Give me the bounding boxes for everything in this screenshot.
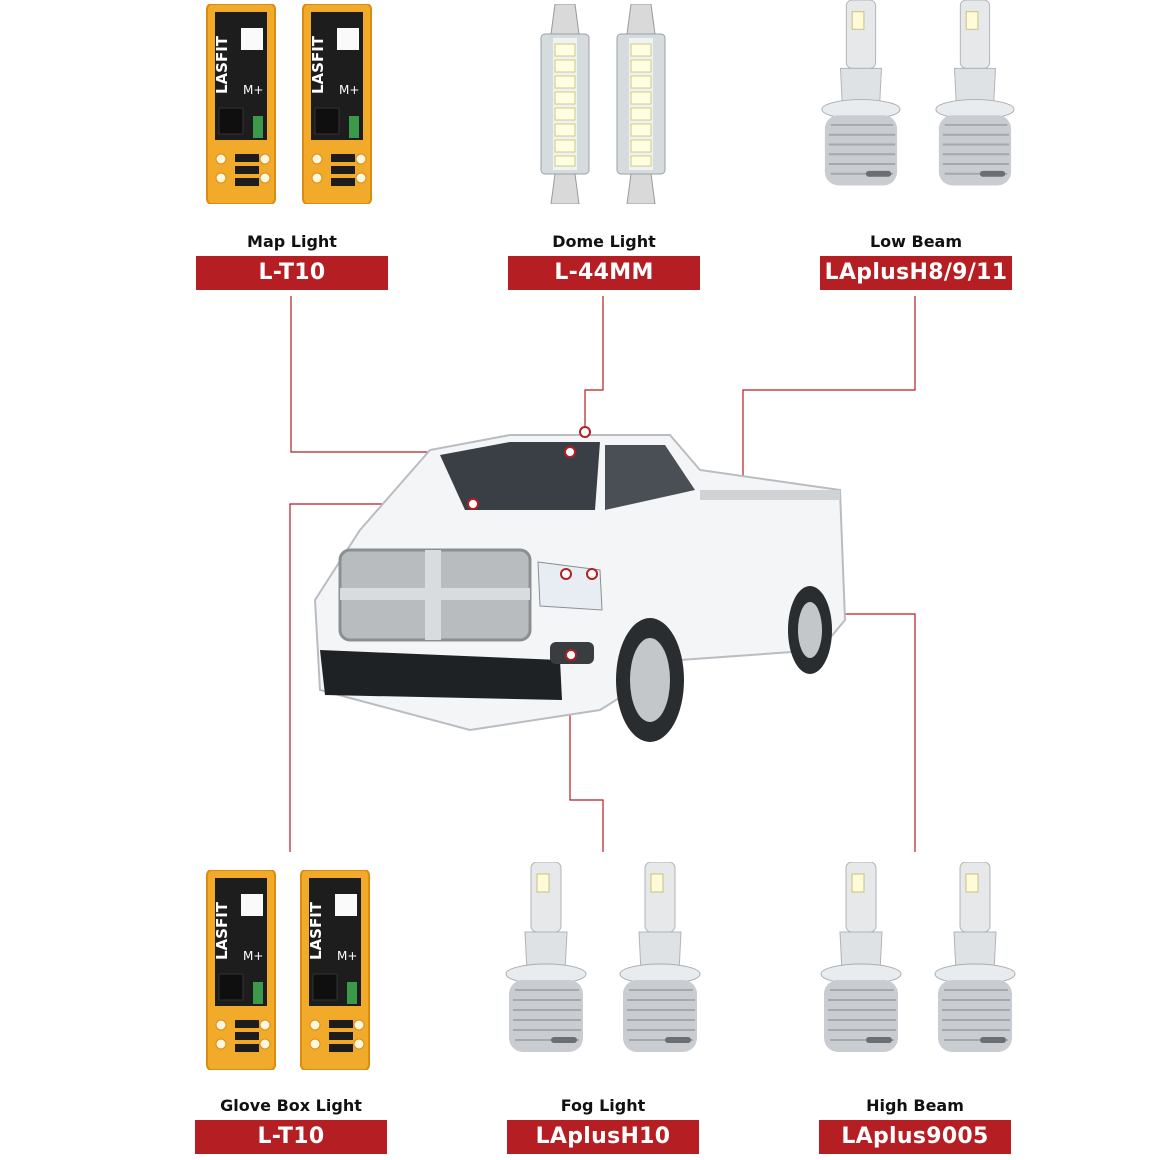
hotspot-dome-light bbox=[580, 427, 590, 437]
slot-low-beam bbox=[820, 230, 1012, 290]
slot-name: High Beam bbox=[866, 1096, 964, 1115]
model-badge: L-T10 bbox=[196, 256, 388, 290]
hotspot-low-beam bbox=[587, 569, 597, 579]
slot-map-light bbox=[196, 230, 388, 290]
slot-glove-box-light bbox=[195, 1094, 387, 1154]
model-badge: LAplusH8/9/11 bbox=[820, 256, 1012, 290]
slot-dome-light bbox=[508, 230, 700, 290]
model-badge: L-T10 bbox=[195, 1120, 387, 1154]
fog-light-bulb-icon bbox=[495, 862, 715, 1072]
hotspot-high-beam bbox=[561, 569, 571, 579]
model-badge: LAplus9005 bbox=[819, 1120, 1011, 1154]
slot-fog-light bbox=[507, 1094, 699, 1154]
festoon-bulb-icon bbox=[535, 2, 675, 207]
slot-high-beam bbox=[819, 1094, 1011, 1154]
slot-name: Fog Light bbox=[560, 1096, 646, 1115]
hotspot-map-light bbox=[565, 447, 575, 457]
high-beam-bulb-icon bbox=[810, 862, 1030, 1072]
hotspot-fog-light bbox=[566, 650, 576, 660]
slot-name: Map Light bbox=[247, 232, 337, 251]
model-badge: LAplusH10 bbox=[507, 1120, 699, 1154]
t10-wedge-bulb-icon bbox=[205, 868, 385, 1073]
slot-name: Low Beam bbox=[869, 232, 963, 251]
slot-name: Dome Light bbox=[552, 232, 656, 251]
hotspot-glove-box bbox=[468, 499, 478, 509]
t10-wedge-bulb-icon bbox=[205, 2, 385, 207]
slot-name: Glove Box Light bbox=[220, 1096, 362, 1115]
low-beam-bulb-icon bbox=[810, 0, 1030, 205]
model-badge: L-44MM bbox=[508, 256, 700, 290]
